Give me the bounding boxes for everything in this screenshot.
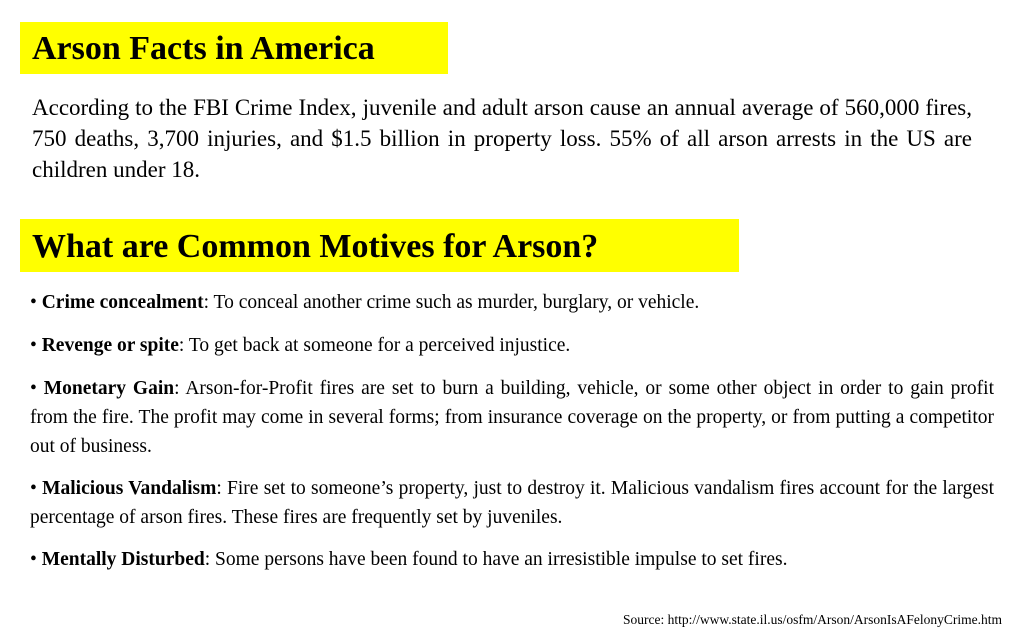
motive-description: : Fire set to someone’s property, just to destroy it. Malicious vandalism fires account for the largest percentage of arson fires. These fires are frequently set by juveniles. [30, 478, 995, 528]
motive-item-revenge [30, 331, 994, 360]
motives-list [30, 288, 994, 574]
motive-term: Revenge or spite [41, 335, 179, 356]
motive-description: : Some persons have been found to have an irresistible impulse to set fires. [204, 549, 788, 570]
bullet: • [30, 549, 37, 570]
motive-description: : To get back at someone for a perceived injustice. [178, 335, 571, 356]
intro-paragraph: According to the FBI Crime Index, juvenile and adult arson cause an annual average of 560,000 fires, 750 deaths, 3,700 injuries, and $1.5 billion in property loss. 55% of all arson arrests in the US are children under 18. [32, 95, 972, 182]
source-citation: Source: http://www.state.il.us/osfm/Arson/ArsonIsAFelonyCrime.htm [623, 612, 1002, 627]
bullet: • [30, 478, 37, 499]
motive-item-crime-concealment [30, 288, 994, 317]
bullet: • [30, 335, 37, 356]
motive-item-mentally-disturbed [30, 545, 994, 574]
motive-term: Malicious Vandalism [42, 478, 217, 499]
heading-common-motives: What are Common Motives for Arson? [20, 219, 739, 272]
motive-term: Crime concealment [41, 292, 204, 313]
motive-item-malicious-vandalism [30, 474, 994, 532]
motive-item-monetary-gain [30, 374, 994, 461]
motive-term: Monetary Gain [43, 378, 175, 399]
bullet: • [30, 378, 37, 399]
motive-description: : Arson-for-Profit fires are set to burn a building, vehicle, or some other object in order to gain profit from the fire. The profit may come in several forms; from insurance coverage on the property, or from putting a competitor out of business. [30, 378, 995, 457]
motive-description: : To conceal another crime such as murder, burglary, or vehicle. [203, 292, 700, 313]
heading-arson-facts: Arson Facts in America [20, 22, 448, 74]
bullet: • [30, 292, 37, 313]
motive-term: Mentally Disturbed [41, 549, 205, 570]
